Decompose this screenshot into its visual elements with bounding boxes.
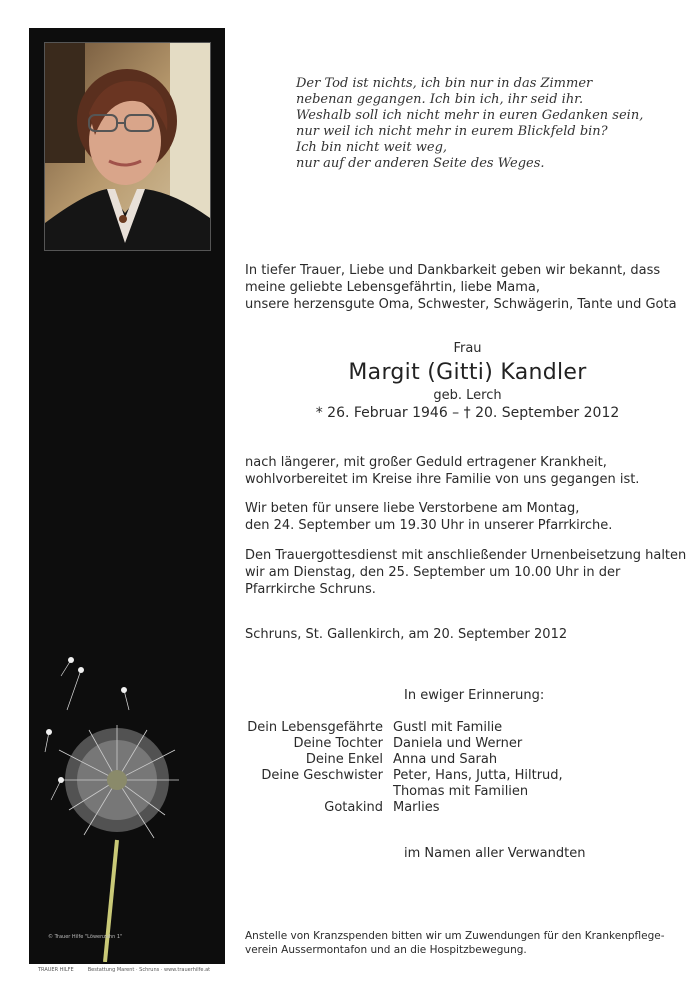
family-names: Gustl mit Familie [393,720,503,735]
illness-paragraph [245,454,639,488]
paragraph-line: Wir beten für unsere liebe Verstorbene am Montag, [245,501,580,516]
family-row [245,768,563,800]
paragraph-line: wir am Dienstag, den 25. September um 10.00 Uhr in der [245,565,621,580]
family-list [245,720,563,816]
birth-name: geb. Lerch [433,388,502,403]
family-row [245,752,563,768]
life-dates: * 26. Februar 1946 – † 20. September 2012 [315,405,620,421]
family-names: Daniela und Werner [393,736,523,751]
poem-line: nur weil ich nicht mehr in eurem Blickfeld bin? [296,124,608,139]
place-date: Schruns, St. Gallenkirch, am 20. September 2012 [245,627,568,642]
poem-line: nebenan gegangen. Ich bin ich, ihr seid ihr. [296,92,584,107]
intro-line: In tiefer Trauer, Liebe und Dankbarkeit geben wir bekannt, dass [245,263,661,278]
memory-heading: In ewiger Erinnerung: [404,688,545,703]
funeral-paragraph [245,547,686,598]
family-relation: Dein Lebensgefährte [247,720,383,735]
family-relation: Gotakind [324,800,383,815]
poem [296,76,643,172]
signoff: im Namen aller Verwandten [404,846,586,861]
paragraph-line: Den Trauergottesdienst mit anschließender Urnenbeisetzung halten [245,548,687,563]
rosary-paragraph [245,500,612,534]
footer-info: Bestattung Marent · Schruns · www.trauerhilfe.at [87,967,211,973]
intro-text [245,262,677,313]
salutation: Frau [453,341,482,356]
intro-line: unsere herzensgute Oma, Schwester, Schwägerin, Tante und Gota [245,297,677,312]
image-credit: © Trauer Hilfe "Löwenzahn 1" [48,934,123,940]
paragraph-line: den 24. September um 19.30 Uhr in unserer Pfarrkirche. [245,518,613,533]
family-names: Marlies [393,800,440,815]
portrait-photo [44,42,211,251]
paragraph-line: wohlvorbereitet im Kreise ihre Familie von uns gegangen ist. [245,472,640,487]
poem-line: Weshalb soll ich nicht mehr in euren Gedanken sein, [296,108,644,123]
family-row [245,736,563,752]
family-relation: Deine Tochter [293,736,383,751]
footer [38,967,224,973]
poem-line: nur auf der anderen Seite des Weges. [296,156,545,171]
paragraph-line: nach längerer, mit großer Geduld ertragener Krankheit, [245,455,607,470]
deceased-name: Margit (Gitti) Kandler [348,360,587,385]
note-line: Anstelle von Kranzspenden bitten wir um Zuwendungen für den Krankenpflege- [245,930,665,942]
family-names: Anna und Sarah [393,752,498,767]
family-relation: Deine Geschwister [261,768,383,783]
paragraph-line: Pfarrkirche Schruns. [245,582,376,597]
donation-note [245,929,665,957]
family-row [245,800,563,816]
footer-brand: TRAUER HILFE [38,967,74,973]
dandelion-image [29,640,225,962]
family-relation: Deine Enkel [305,752,383,767]
intro-line: meine geliebte Lebensgefährtin, liebe Mama, [245,280,541,295]
family-names: Peter, Hans, Jutta, Hiltrud, Thomas mit Familien [393,768,563,799]
poem-line: Der Tod ist nichts, ich bin nur in das Zimmer [296,76,593,91]
poem-line: Ich bin nicht weit weg, [296,140,448,155]
family-row [245,720,563,736]
note-line: verein Aussermontafon und an die Hospitzbewegung. [245,944,527,956]
